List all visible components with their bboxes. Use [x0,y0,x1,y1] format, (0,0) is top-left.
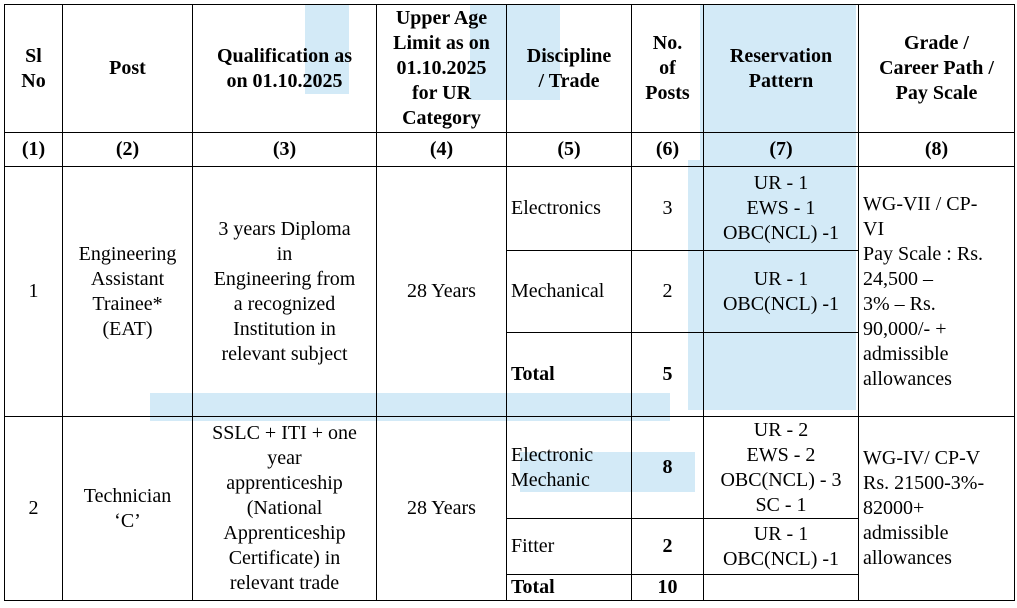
age-limit-cell: 28 Years [377,417,507,601]
header-row [5,5,1015,133]
column-number: (4) [377,133,507,167]
column-number: (1) [5,133,63,167]
column-number-row [5,133,1015,167]
age-limit-cell: 28 Years [377,167,507,417]
reservation-cell: UR - 1 OBC(NCL) -1 [704,519,859,575]
total-label: Total [507,333,632,417]
header-discipline: Discipline / Trade [507,5,632,133]
total-posts: 10 [632,575,704,601]
sl-no-cell: 2 [5,417,63,601]
total-posts: 5 [632,333,704,417]
header-no-posts: No. of Posts [632,5,704,133]
reservation-cell: UR - 1 OBC(NCL) -1 [704,251,859,333]
discipline-cell: Mechanical [507,251,632,333]
grade-cell: WG-IV/ CP-V Rs. 21500-3%- 82000+ admissible allowances [859,417,1015,601]
post-cell: Engineering Assistant Trainee* (EAT) [63,167,193,417]
table-row [5,417,1015,519]
posts-cell: 2 [632,519,704,575]
header-post: Post [63,5,193,133]
reservation-cell: UR - 1 EWS - 1 OBC(NCL) -1 [704,167,859,251]
post-cell: Technician ‘C’ [63,417,193,601]
reservation-cell-empty [704,575,859,601]
column-number: (3) [193,133,377,167]
qualification-cell: SSLC + ITI + one year apprenticeship (National Apprenticeship Certificate) in relevant trade [193,417,377,601]
posts-cell: 2 [632,251,704,333]
posts-cell: 8 [632,417,704,519]
discipline-cell: Fitter [507,519,632,575]
column-number: (5) [507,133,632,167]
discipline-cell: Electronics [507,167,632,251]
reservation-cell: UR - 2 EWS - 2 OBC(NCL) - 3 SC - 1 [704,417,859,519]
column-number: (8) [859,133,1015,167]
reservation-cell-empty [704,333,859,417]
column-number: (6) [632,133,704,167]
recruitment-table [4,4,1015,601]
column-number: (7) [704,133,859,167]
column-number: (2) [63,133,193,167]
qualification-cell: 3 years Diploma in Engineering from a recognized Institution in relevant subject [193,167,377,417]
table-row [5,167,1015,251]
header-qualification: Qualification as on 01.10.2025 [193,5,377,133]
header-grade: Grade / Career Path / Pay Scale [859,5,1015,133]
discipline-cell: Electronic Mechanic [507,417,632,519]
posts-cell: 3 [632,167,704,251]
grade-cell: WG-VII / CP- VI Pay Scale : Rs. 24,500 – 3% – Rs. 90,000/- + admissible allowances [859,167,1015,417]
header-age-limit: Upper Age Limit as on 01.10.2025 for UR Category [377,5,507,133]
sl-no-cell: 1 [5,167,63,417]
header-sl-no: Sl No [5,5,63,133]
header-reservation: Reservation Pattern [704,5,859,133]
total-label: Total [507,575,632,601]
